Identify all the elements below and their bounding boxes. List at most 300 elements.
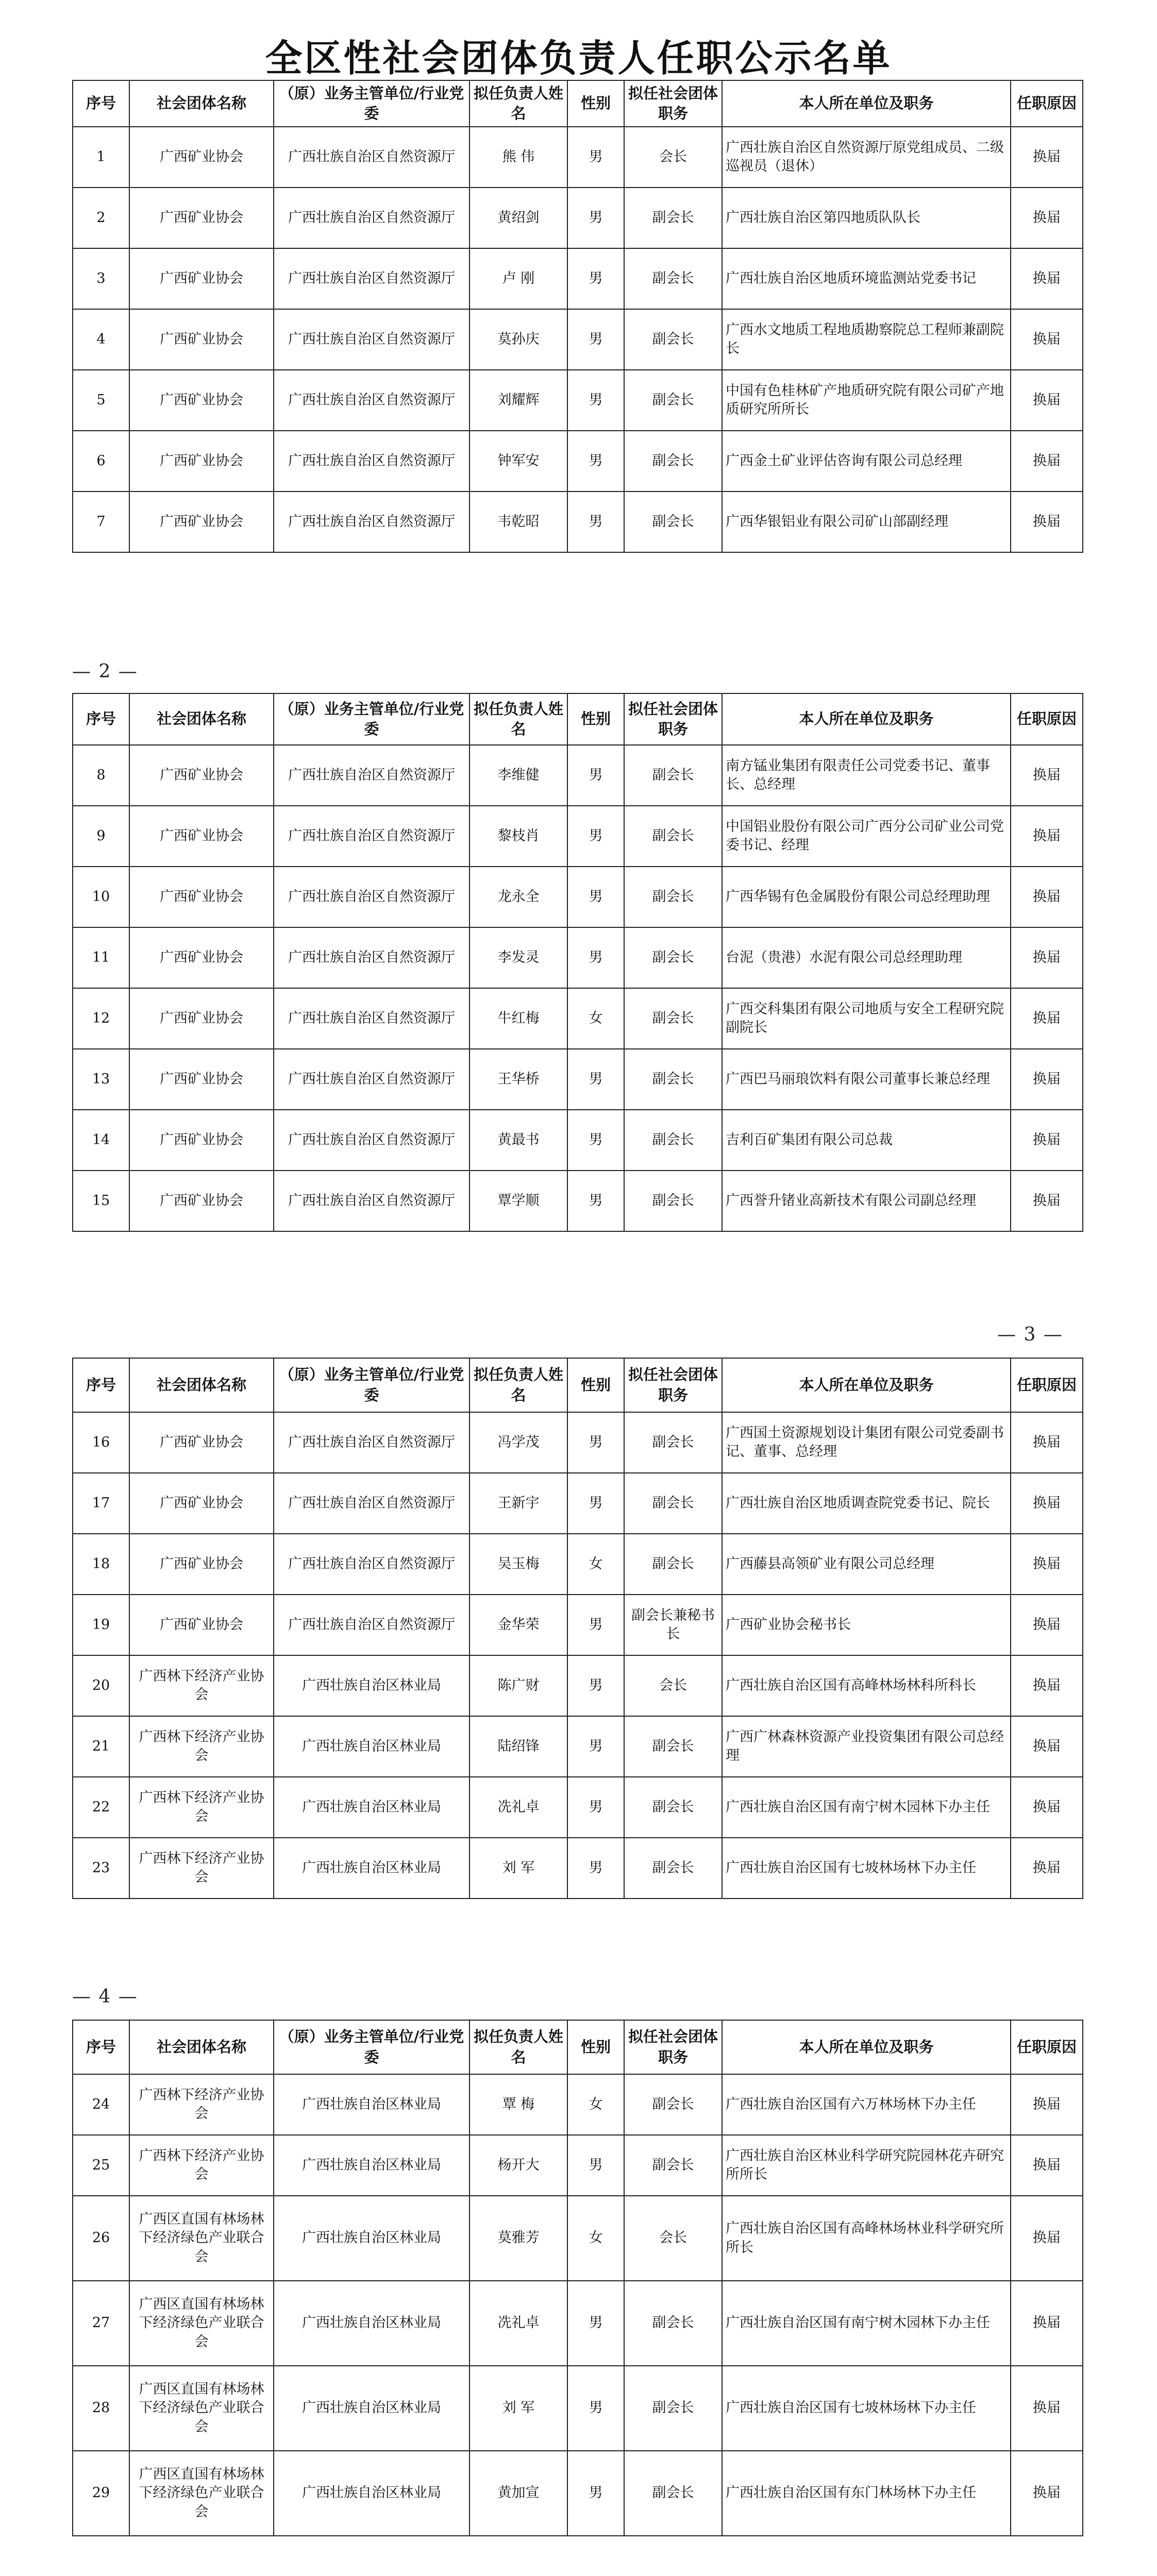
candidate-name: 王新宇 bbox=[469, 1473, 567, 1534]
org-name: 广西林下经济产业协会 bbox=[129, 2074, 274, 2135]
org-name: 广西区直国有林场林下经济绿色产业联合会 bbox=[129, 2451, 274, 2536]
column-header: （原）业务主管单位/行业党委 bbox=[274, 80, 469, 127]
current-position: 广西水文地质工程地质勘察院总工程师兼副院长 bbox=[722, 309, 1011, 370]
appointment-reason: 换届 bbox=[1011, 1110, 1083, 1171]
appointment-reason: 换届 bbox=[1011, 1171, 1083, 1231]
table-row bbox=[73, 2196, 1083, 2281]
gender: 男 bbox=[567, 1777, 624, 1838]
gender: 男 bbox=[567, 1473, 624, 1534]
gender: 男 bbox=[567, 1412, 624, 1473]
gender: 男 bbox=[567, 1838, 624, 1899]
row-number: 10 bbox=[73, 867, 129, 927]
proposed-post: 副会长 bbox=[624, 1110, 722, 1171]
appointment-reason: 换届 bbox=[1011, 2074, 1083, 2135]
column-header: （原）业务主管单位/行业党委 bbox=[274, 2020, 469, 2074]
current-position: 广西壮族自治区国有南宁树木园林下办主任 bbox=[722, 2281, 1011, 2366]
appointment-table bbox=[72, 693, 1083, 1232]
table-row bbox=[73, 2074, 1083, 2135]
row-number: 7 bbox=[73, 492, 129, 552]
column-header: 拟任负责人姓名 bbox=[469, 1358, 567, 1412]
row-number: 18 bbox=[73, 1534, 129, 1595]
column-header: 序号 bbox=[73, 1358, 129, 1412]
candidate-name: 刘 军 bbox=[469, 2366, 567, 2451]
appointment-reason: 换届 bbox=[1011, 1716, 1083, 1777]
row-number: 3 bbox=[73, 248, 129, 309]
row-number: 11 bbox=[73, 927, 129, 988]
candidate-name: 刘耀辉 bbox=[469, 370, 567, 431]
table-row bbox=[73, 1838, 1083, 1899]
org-name: 广西矿业协会 bbox=[129, 188, 274, 248]
gender: 女 bbox=[567, 988, 624, 1049]
row-number: 19 bbox=[73, 1595, 129, 1655]
row-number: 20 bbox=[73, 1655, 129, 1716]
column-header: 本人所在单位及职务 bbox=[722, 1358, 1011, 1412]
row-number: 25 bbox=[73, 2135, 129, 2196]
table-row bbox=[73, 127, 1083, 188]
supervisor-unit: 广西壮族自治区林业局 bbox=[274, 1777, 469, 1838]
current-position: 中国铝业股份有限公司广西分公司矿业公司党委书记、经理 bbox=[722, 806, 1011, 867]
row-number: 21 bbox=[73, 1716, 129, 1777]
proposed-post: 副会长 bbox=[624, 806, 722, 867]
org-name: 广西区直国有林场林下经济绿色产业联合会 bbox=[129, 2196, 274, 2281]
gender: 男 bbox=[567, 431, 624, 492]
org-name: 广西矿业协会 bbox=[129, 1110, 274, 1171]
supervisor-unit: 广西壮族自治区自然资源厅 bbox=[274, 188, 469, 248]
proposed-post: 会长 bbox=[624, 127, 722, 188]
candidate-name: 金华荣 bbox=[469, 1595, 567, 1655]
gender: 男 bbox=[567, 2281, 624, 2366]
supervisor-unit: 广西壮族自治区林业局 bbox=[274, 1716, 469, 1777]
row-number: 1 bbox=[73, 127, 129, 188]
row-number: 29 bbox=[73, 2451, 129, 2536]
gender: 女 bbox=[567, 2074, 624, 2135]
org-name: 广西矿业协会 bbox=[129, 1412, 274, 1473]
proposed-post: 会长 bbox=[624, 1655, 722, 1716]
column-header: 性别 bbox=[567, 1358, 624, 1412]
org-name: 广西林下经济产业协会 bbox=[129, 1655, 274, 1716]
column-header: 拟任社会团体职务 bbox=[624, 693, 722, 745]
row-number: 28 bbox=[73, 2366, 129, 2451]
supervisor-unit: 广西壮族自治区自然资源厅 bbox=[274, 309, 469, 370]
column-header: 性别 bbox=[567, 2020, 624, 2074]
gender: 男 bbox=[567, 370, 624, 431]
page-title: 全区性社会团体负责人任职公示名单 bbox=[265, 36, 892, 80]
table-row bbox=[73, 1171, 1083, 1231]
appointment-reason: 换届 bbox=[1011, 2196, 1083, 2281]
row-number: 24 bbox=[73, 2074, 129, 2135]
table-row bbox=[73, 1412, 1083, 1473]
current-position: 广西壮族自治区地质调查院党委书记、院长 bbox=[722, 1473, 1011, 1534]
candidate-name: 陆绍锋 bbox=[469, 1716, 567, 1777]
appointment-reason: 换届 bbox=[1011, 1473, 1083, 1534]
supervisor-unit: 广西壮族自治区自然资源厅 bbox=[274, 1049, 469, 1110]
row-number: 22 bbox=[73, 1777, 129, 1838]
row-number: 4 bbox=[73, 309, 129, 370]
org-name: 广西矿业协会 bbox=[129, 492, 274, 552]
row-number: 23 bbox=[73, 1838, 129, 1899]
appointment-reason: 换届 bbox=[1011, 1777, 1083, 1838]
column-header: 拟任社会团体职务 bbox=[624, 2020, 722, 2074]
header-row bbox=[73, 80, 1083, 127]
table-row bbox=[73, 309, 1083, 370]
header-row bbox=[73, 693, 1083, 745]
candidate-name: 吴玉梅 bbox=[469, 1534, 567, 1595]
org-name: 广西矿业协会 bbox=[129, 431, 274, 492]
column-header: 性别 bbox=[567, 80, 624, 127]
column-header: （原）业务主管单位/行业党委 bbox=[274, 1358, 469, 1412]
candidate-name: 覃学顺 bbox=[469, 1171, 567, 1231]
supervisor-unit: 广西壮族自治区自然资源厅 bbox=[274, 988, 469, 1049]
table-row bbox=[73, 1595, 1083, 1655]
gender: 男 bbox=[567, 1110, 624, 1171]
column-header: 社会团体名称 bbox=[129, 1358, 274, 1412]
supervisor-unit: 广西壮族自治区自然资源厅 bbox=[274, 127, 469, 188]
table-row bbox=[73, 927, 1083, 988]
supervisor-unit: 广西壮族自治区自然资源厅 bbox=[274, 745, 469, 806]
table-row bbox=[73, 248, 1083, 309]
candidate-name: 杨开大 bbox=[469, 2135, 567, 2196]
supervisor-unit: 广西壮族自治区林业局 bbox=[274, 2135, 469, 2196]
supervisor-unit: 广西壮族自治区自然资源厅 bbox=[274, 1412, 469, 1473]
column-header: 本人所在单位及职务 bbox=[722, 80, 1011, 127]
gender: 女 bbox=[567, 2196, 624, 2281]
table-row bbox=[73, 1049, 1083, 1110]
appointment-reason: 换届 bbox=[1011, 431, 1083, 492]
org-name: 广西矿业协会 bbox=[129, 1595, 274, 1655]
column-header: 序号 bbox=[73, 693, 129, 745]
org-name: 广西林下经济产业协会 bbox=[129, 1777, 274, 1838]
supervisor-unit: 广西壮族自治区林业局 bbox=[274, 1655, 469, 1716]
gender: 女 bbox=[567, 1534, 624, 1595]
appointment-reason: 换届 bbox=[1011, 806, 1083, 867]
appointment-reason: 换届 bbox=[1011, 188, 1083, 248]
appointment-reason: 换届 bbox=[1011, 2366, 1083, 2451]
proposed-post: 副会长 bbox=[624, 867, 722, 927]
proposed-post: 副会长 bbox=[624, 2135, 722, 2196]
proposed-post: 副会长 bbox=[624, 1838, 722, 1899]
candidate-name: 刘 军 bbox=[469, 1838, 567, 1899]
proposed-post: 副会长 bbox=[624, 1716, 722, 1777]
page-number: — 3 — bbox=[997, 1324, 1063, 1345]
current-position: 广西壮族自治区国有高峰林场林业科学研究所所长 bbox=[722, 2196, 1011, 2281]
gender: 男 bbox=[567, 248, 624, 309]
appointment-reason: 换届 bbox=[1011, 1534, 1083, 1595]
org-name: 广西矿业协会 bbox=[129, 867, 274, 927]
column-header: 拟任负责人姓名 bbox=[469, 693, 567, 745]
appointment-reason: 换届 bbox=[1011, 1838, 1083, 1899]
appointment-reason: 换届 bbox=[1011, 2135, 1083, 2196]
table-row bbox=[73, 431, 1083, 492]
current-position: 广西壮族自治区国有东门林场林下办主任 bbox=[722, 2451, 1011, 2536]
gender: 男 bbox=[567, 1716, 624, 1777]
supervisor-unit: 广西壮族自治区自然资源厅 bbox=[274, 1110, 469, 1171]
org-name: 广西矿业协会 bbox=[129, 806, 274, 867]
column-header: 拟任负责人姓名 bbox=[469, 80, 567, 127]
column-header: 任职原因 bbox=[1011, 1358, 1083, 1412]
proposed-post: 副会长 bbox=[624, 370, 722, 431]
candidate-name: 莫雅芳 bbox=[469, 2196, 567, 2281]
gender: 男 bbox=[567, 1655, 624, 1716]
column-header: 本人所在单位及职务 bbox=[722, 693, 1011, 745]
page-number: — 4 — bbox=[72, 1986, 138, 2007]
org-name: 广西林下经济产业协会 bbox=[129, 1716, 274, 1777]
current-position: 广西壮族自治区自然资源厅原党组成员、二级巡视员（退休） bbox=[722, 127, 1011, 188]
current-position: 广西国土资源规划设计集团有限公司党委副书记、董事、总经理 bbox=[722, 1412, 1011, 1473]
row-number: 26 bbox=[73, 2196, 129, 2281]
gender: 男 bbox=[567, 492, 624, 552]
gender: 男 bbox=[567, 927, 624, 988]
table-row bbox=[73, 1473, 1083, 1534]
supervisor-unit: 广西壮族自治区自然资源厅 bbox=[274, 1534, 469, 1595]
table-row bbox=[73, 988, 1083, 1049]
supervisor-unit: 广西壮族自治区林业局 bbox=[274, 2281, 469, 2366]
candidate-name: 李发灵 bbox=[469, 927, 567, 988]
column-header: 社会团体名称 bbox=[129, 80, 274, 127]
gender: 男 bbox=[567, 2451, 624, 2536]
gender: 男 bbox=[567, 745, 624, 806]
supervisor-unit: 广西壮族自治区自然资源厅 bbox=[274, 492, 469, 552]
current-position: 广西金土矿业评估咨询有限公司总经理 bbox=[722, 431, 1011, 492]
candidate-name: 陈广财 bbox=[469, 1655, 567, 1716]
column-header: 社会团体名称 bbox=[129, 2020, 274, 2074]
candidate-name: 冼礼卓 bbox=[469, 2281, 567, 2366]
current-position: 广西壮族自治区地质环境监测站党委书记 bbox=[722, 248, 1011, 309]
supervisor-unit: 广西壮族自治区自然资源厅 bbox=[274, 806, 469, 867]
org-name: 广西矿业协会 bbox=[129, 309, 274, 370]
appointment-table bbox=[72, 80, 1083, 553]
proposed-post: 副会长 bbox=[624, 2366, 722, 2451]
row-number: 16 bbox=[73, 1412, 129, 1473]
candidate-name: 黄加宣 bbox=[469, 2451, 567, 2536]
candidate-name: 覃 梅 bbox=[469, 2074, 567, 2135]
supervisor-unit: 广西壮族自治区自然资源厅 bbox=[274, 1171, 469, 1231]
gender: 男 bbox=[567, 2366, 624, 2451]
current-position: 广西壮族自治区第四地质队队长 bbox=[722, 188, 1011, 248]
candidate-name: 卢 刚 bbox=[469, 248, 567, 309]
row-number: 2 bbox=[73, 188, 129, 248]
proposed-post: 副会长 bbox=[624, 309, 722, 370]
candidate-name: 冼礼卓 bbox=[469, 1777, 567, 1838]
proposed-post: 副会长 bbox=[624, 1049, 722, 1110]
candidate-name: 钟军安 bbox=[469, 431, 567, 492]
appointment-reason: 换届 bbox=[1011, 1595, 1083, 1655]
row-number: 14 bbox=[73, 1110, 129, 1171]
row-number: 9 bbox=[73, 806, 129, 867]
header-row bbox=[73, 1358, 1083, 1412]
current-position: 广西誉升锗业高新技术有限公司副总经理 bbox=[722, 1171, 1011, 1231]
gender: 男 bbox=[567, 867, 624, 927]
table-row bbox=[73, 2451, 1083, 2536]
proposed-post: 副会长兼秘书长 bbox=[624, 1595, 722, 1655]
column-header: 任职原因 bbox=[1011, 80, 1083, 127]
proposed-post: 副会长 bbox=[624, 927, 722, 988]
gender: 男 bbox=[567, 1049, 624, 1110]
current-position: 广西壮族自治区国有六万林场林下办主任 bbox=[722, 2074, 1011, 2135]
supervisor-unit: 广西壮族自治区林业局 bbox=[274, 2196, 469, 2281]
gender: 男 bbox=[567, 806, 624, 867]
candidate-name: 韦乾昭 bbox=[469, 492, 567, 552]
appointment-reason: 换届 bbox=[1011, 492, 1083, 552]
supervisor-unit: 广西壮族自治区林业局 bbox=[274, 1838, 469, 1899]
proposed-post: 副会长 bbox=[624, 431, 722, 492]
org-name: 广西区直国有林场林下经济绿色产业联合会 bbox=[129, 2366, 274, 2451]
current-position: 南方锰业集团有限责任公司党委书记、董事长、总经理 bbox=[722, 745, 1011, 806]
supervisor-unit: 广西壮族自治区林业局 bbox=[274, 2074, 469, 2135]
current-position: 广西壮族自治区林业科学研究院园林花卉研究所所长 bbox=[722, 2135, 1011, 2196]
row-number: 5 bbox=[73, 370, 129, 431]
column-header: 拟任社会团体职务 bbox=[624, 1358, 722, 1412]
proposed-post: 会长 bbox=[624, 2196, 722, 2281]
proposed-post: 副会长 bbox=[624, 492, 722, 552]
proposed-post: 副会长 bbox=[624, 745, 722, 806]
appointment-reason: 换届 bbox=[1011, 2281, 1083, 2366]
appointment-reason: 换届 bbox=[1011, 927, 1083, 988]
current-position: 中国有色桂林矿产地质研究院有限公司矿产地质研究所所长 bbox=[722, 370, 1011, 431]
current-position: 台泥（贵港）水泥有限公司总经理助理 bbox=[722, 927, 1011, 988]
appointment-table bbox=[72, 1358, 1083, 1899]
supervisor-unit: 广西壮族自治区林业局 bbox=[274, 2451, 469, 2536]
candidate-name: 冯学茂 bbox=[469, 1412, 567, 1473]
table-row bbox=[73, 2366, 1083, 2451]
candidate-name: 李维健 bbox=[469, 745, 567, 806]
candidate-name: 龙永全 bbox=[469, 867, 567, 927]
supervisor-unit: 广西壮族自治区自然资源厅 bbox=[274, 1595, 469, 1655]
appointment-reason: 换届 bbox=[1011, 127, 1083, 188]
column-header: 性别 bbox=[567, 693, 624, 745]
appointment-reason: 换届 bbox=[1011, 1655, 1083, 1716]
gender: 男 bbox=[567, 1171, 624, 1231]
table-row bbox=[73, 492, 1083, 552]
current-position: 广西壮族自治区国有七坡林场林下办主任 bbox=[722, 1838, 1011, 1899]
table-row bbox=[73, 2135, 1083, 2196]
candidate-name: 牛红梅 bbox=[469, 988, 567, 1049]
proposed-post: 副会长 bbox=[624, 1473, 722, 1534]
column-header: 序号 bbox=[73, 80, 129, 127]
table-row bbox=[73, 1716, 1083, 1777]
current-position: 广西巴马丽琅饮料有限公司董事长兼总经理 bbox=[722, 1049, 1011, 1110]
current-position: 广西矿业协会秘书长 bbox=[722, 1595, 1011, 1655]
table-row bbox=[73, 370, 1083, 431]
supervisor-unit: 广西壮族自治区自然资源厅 bbox=[274, 431, 469, 492]
row-number: 27 bbox=[73, 2281, 129, 2366]
proposed-post: 副会长 bbox=[624, 2451, 722, 2536]
candidate-name: 熊 伟 bbox=[469, 127, 567, 188]
proposed-post: 副会长 bbox=[624, 2074, 722, 2135]
current-position: 广西壮族自治区国有南宁树木园林下办主任 bbox=[722, 1777, 1011, 1838]
candidate-name: 莫孙庆 bbox=[469, 309, 567, 370]
row-number: 6 bbox=[73, 431, 129, 492]
proposed-post: 副会长 bbox=[624, 188, 722, 248]
supervisor-unit: 广西壮族自治区自然资源厅 bbox=[274, 370, 469, 431]
table-row bbox=[73, 1534, 1083, 1595]
row-number: 15 bbox=[73, 1171, 129, 1231]
supervisor-unit: 广西壮族自治区自然资源厅 bbox=[274, 927, 469, 988]
org-name: 广西矿业协会 bbox=[129, 988, 274, 1049]
current-position: 广西华锡有色金属股份有限公司总经理助理 bbox=[722, 867, 1011, 927]
appointment-reason: 换届 bbox=[1011, 370, 1083, 431]
proposed-post: 副会长 bbox=[624, 1412, 722, 1473]
appointment-reason: 换届 bbox=[1011, 309, 1083, 370]
current-position: 广西广林森林资源产业投资集团有限公司总经理 bbox=[722, 1716, 1011, 1777]
proposed-post: 副会长 bbox=[624, 1171, 722, 1231]
current-position: 广西交科集团有限公司地质与安全工程研究院副院长 bbox=[722, 988, 1011, 1049]
column-header: 本人所在单位及职务 bbox=[722, 2020, 1011, 2074]
org-name: 广西矿业协会 bbox=[129, 370, 274, 431]
appointment-reason: 换届 bbox=[1011, 1412, 1083, 1473]
row-number: 13 bbox=[73, 1049, 129, 1110]
column-header: 任职原因 bbox=[1011, 2020, 1083, 2074]
table-row bbox=[73, 1777, 1083, 1838]
table-row bbox=[73, 745, 1083, 806]
gender: 男 bbox=[567, 188, 624, 248]
proposed-post: 副会长 bbox=[624, 988, 722, 1049]
org-name: 广西林下经济产业协会 bbox=[129, 1838, 274, 1899]
current-position: 广西壮族自治区国有七坡林场林下办主任 bbox=[722, 2366, 1011, 2451]
header-row bbox=[73, 2020, 1083, 2074]
row-number: 17 bbox=[73, 1473, 129, 1534]
org-name: 广西矿业协会 bbox=[129, 127, 274, 188]
gender: 男 bbox=[567, 127, 624, 188]
gender: 男 bbox=[567, 309, 624, 370]
gender: 男 bbox=[567, 1595, 624, 1655]
proposed-post: 副会长 bbox=[624, 1534, 722, 1595]
table-row bbox=[73, 867, 1083, 927]
supervisor-unit: 广西壮族自治区自然资源厅 bbox=[274, 867, 469, 927]
table-row bbox=[73, 1655, 1083, 1716]
appointment-reason: 换届 bbox=[1011, 1049, 1083, 1110]
org-name: 广西矿业协会 bbox=[129, 927, 274, 988]
current-position: 广西壮族自治区国有高峰林场林科所科长 bbox=[722, 1655, 1011, 1716]
column-header: （原）业务主管单位/行业党委 bbox=[274, 693, 469, 745]
row-number: 8 bbox=[73, 745, 129, 806]
appointment-reason: 换届 bbox=[1011, 988, 1083, 1049]
candidate-name: 黎枝肖 bbox=[469, 806, 567, 867]
current-position: 广西华银铝业有限公司矿山部副经理 bbox=[722, 492, 1011, 552]
org-name: 广西矿业协会 bbox=[129, 1473, 274, 1534]
table-row bbox=[73, 1110, 1083, 1171]
column-header: 社会团体名称 bbox=[129, 693, 274, 745]
proposed-post: 副会长 bbox=[624, 248, 722, 309]
column-header: 任职原因 bbox=[1011, 693, 1083, 745]
supervisor-unit: 广西壮族自治区林业局 bbox=[274, 2366, 469, 2451]
row-number: 12 bbox=[73, 988, 129, 1049]
supervisor-unit: 广西壮族自治区自然资源厅 bbox=[274, 248, 469, 309]
column-header: 拟任社会团体职务 bbox=[624, 80, 722, 127]
page-number: — 2 — bbox=[72, 661, 138, 682]
current-position: 吉利百矿集团有限公司总裁 bbox=[722, 1110, 1011, 1171]
org-name: 广西林下经济产业协会 bbox=[129, 2135, 274, 2196]
appointment-reason: 换届 bbox=[1011, 248, 1083, 309]
proposed-post: 副会长 bbox=[624, 1777, 722, 1838]
candidate-name: 黄绍剑 bbox=[469, 188, 567, 248]
column-header: 拟任负责人姓名 bbox=[469, 2020, 567, 2074]
candidate-name: 黄最书 bbox=[469, 1110, 567, 1171]
supervisor-unit: 广西壮族自治区自然资源厅 bbox=[274, 1473, 469, 1534]
org-name: 广西矿业协会 bbox=[129, 1534, 274, 1595]
appointment-table bbox=[72, 2020, 1083, 2536]
table-row bbox=[73, 2281, 1083, 2366]
table-row bbox=[73, 188, 1083, 248]
org-name: 广西矿业协会 bbox=[129, 248, 274, 309]
org-name: 广西矿业协会 bbox=[129, 1049, 274, 1110]
column-header: 序号 bbox=[73, 2020, 129, 2074]
appointment-reason: 换届 bbox=[1011, 745, 1083, 806]
org-name: 广西矿业协会 bbox=[129, 1171, 274, 1231]
current-position: 广西藤县高领矿业有限公司总经理 bbox=[722, 1534, 1011, 1595]
appointment-reason: 换届 bbox=[1011, 2451, 1083, 2536]
table-row bbox=[73, 806, 1083, 867]
proposed-post: 副会长 bbox=[624, 2281, 722, 2366]
